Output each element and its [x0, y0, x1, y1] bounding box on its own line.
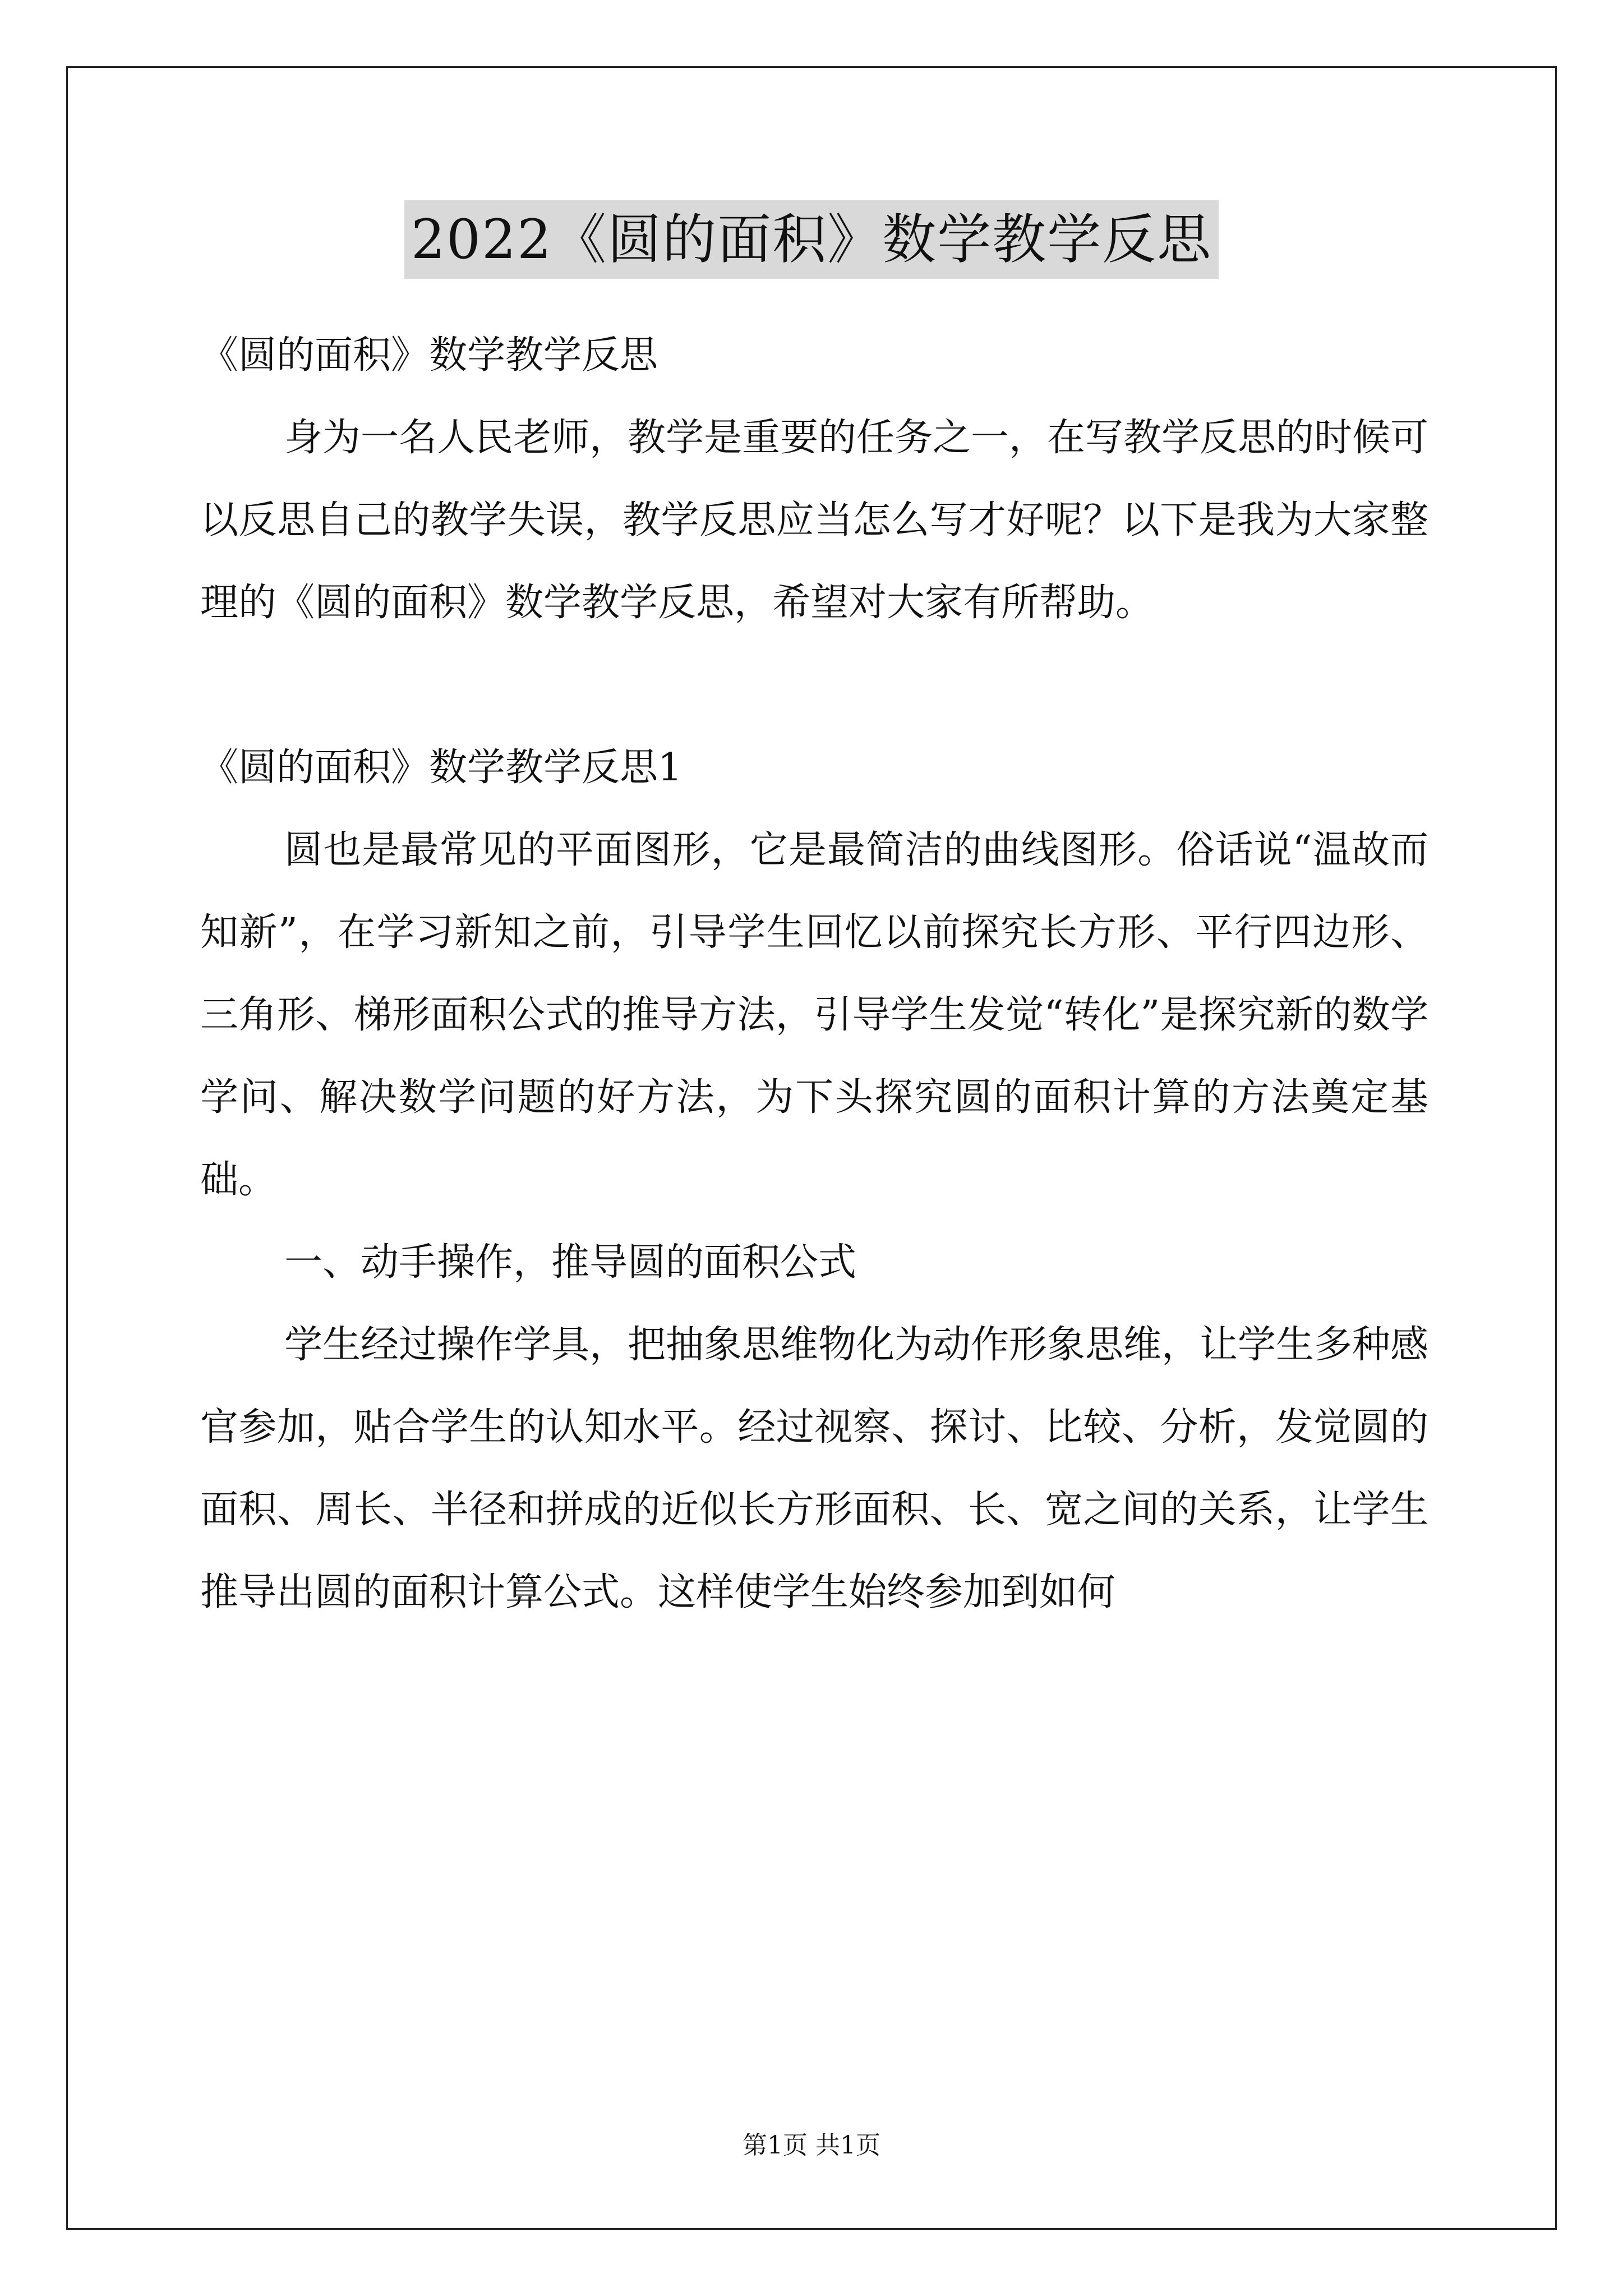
section-heading-1: 《圆的面积》数学教学反思1: [200, 746, 683, 790]
subsection-heading-1: 一、动手操作，推导圆的面积公式: [284, 1240, 857, 1285]
paragraph-subtitle: 《圆的面积》数学教学反思: [200, 333, 658, 378]
document-body: [200, 314, 1428, 1634]
paragraph-intro: 身为一名人民老师，教学是重要的任务之一，在写教学反思的时候可以反思自己的教学失误，教学反思应当怎么写才好呢？以下是我为大家整理的《圆的面积》数学教学反思，希望对大家有所帮助。: [200, 416, 1429, 625]
paragraph-body-2: 学生经过操作学具，把抽象思维物化为动作形象思维，让学生多种感官参加，贴合学生的认知水平。经过视察、探讨、比较、分析，发觉圆的面积、周长、半径和拼成的近似长方形面积、长、宽之间的关系，让学生推导出圆的面积计算公式。这样使学生始终参加到如何: [200, 1323, 1429, 1614]
title-container: [0, 200, 1623, 279]
paragraph-gap: [200, 644, 1428, 726]
page-footer: 第1页 共1页: [743, 2131, 880, 2160]
paragraph-body-1: 圆也是最常见的平面图形，它是最简洁的曲线图形。俗话说“温故而知新”，在学习新知之前，引导学生回忆以前探究长方形、平行四边形、三角形、梯形面积公式的推导方法，引导学生发觉“转化”是探究新的数学学问、解决数学问题的好方法，为下头探究圆的面积计算的方法奠定基础。: [200, 828, 1428, 1202]
document-title: 2022《圆的面积》数学教学反思: [404, 200, 1219, 279]
